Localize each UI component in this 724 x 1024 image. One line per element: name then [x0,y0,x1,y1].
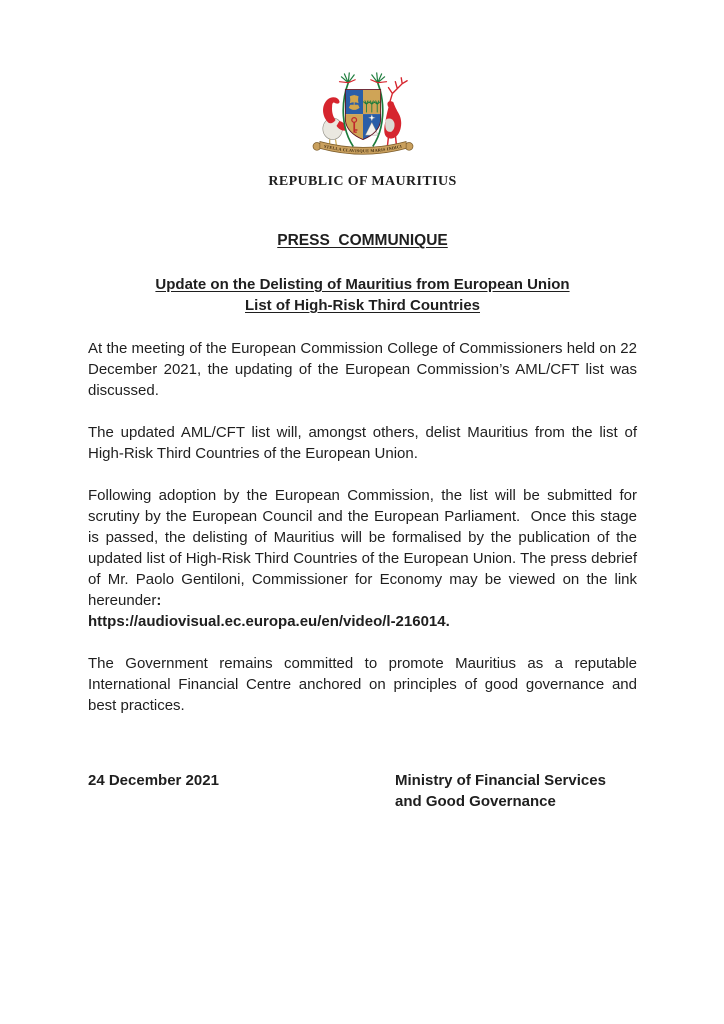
dodo-supporter [322,97,345,146]
ministry-line-2: and Good Governance [395,793,556,810]
press-communique-title: PRESS COMMUNIQUE [277,232,448,249]
paragraph-4: The Government remains committed to promote Mauritius as a reputable International Financial Centre anchored on principles of good governance and best practices. [88,655,642,714]
paragraph-2: The updated AML/CFT list will, amongst others, delist Mauritius from the list of High-Risk Third Countries of the European Union. [88,424,642,462]
deer-supporter [384,78,407,146]
motto-text: STELLA CLAVISQUE MARIS INDICI [323,143,402,154]
ship-charge [348,95,359,110]
paragraph-3 [88,485,642,632]
paragraph-3-colon: : [156,592,162,609]
motto-banner [313,142,413,155]
document-subtitle [88,274,637,316]
shield [345,90,380,140]
subtitle-line-2: List of High-Risk Third Countries [245,297,480,314]
subtitle-line-1: Update on the Delisting of Mauritius from European Union [155,276,570,293]
document-footer [88,770,637,812]
republic-title: REPUBLIC OF MAURITIUS [268,174,457,189]
paragraph-1: At the meeting of the European Commission College of Commissioners held on 22 December 2021, the updating of the European Commission’s AML/CFT list was discussed. [88,340,642,399]
paragraph-3-text: Following adoption by the European Commission, the list will be submitted for scrutiny by the European Council and the European Parliament. Once this stage is passed, the delisting of Mauritius will be formalised by the publication of the updated list of High-Risk Third Countries of the European Union. The press debrief of Mr. Paolo Gentiloni, Commissioner for Economy may be viewed on the link hereunder [88,487,642,609]
video-link[interactable]: https://audiovisual.ec.europa.eu/en/video/l-216014. [88,613,450,630]
document-body [88,338,642,716]
document-date: 24 December 2021 [88,772,219,789]
ministry-line-1: Ministry of Financial Services [395,772,606,789]
coat-of-arms-graphic [304,68,422,166]
coat-of-arms [88,68,637,166]
ministry-signature [395,770,606,812]
